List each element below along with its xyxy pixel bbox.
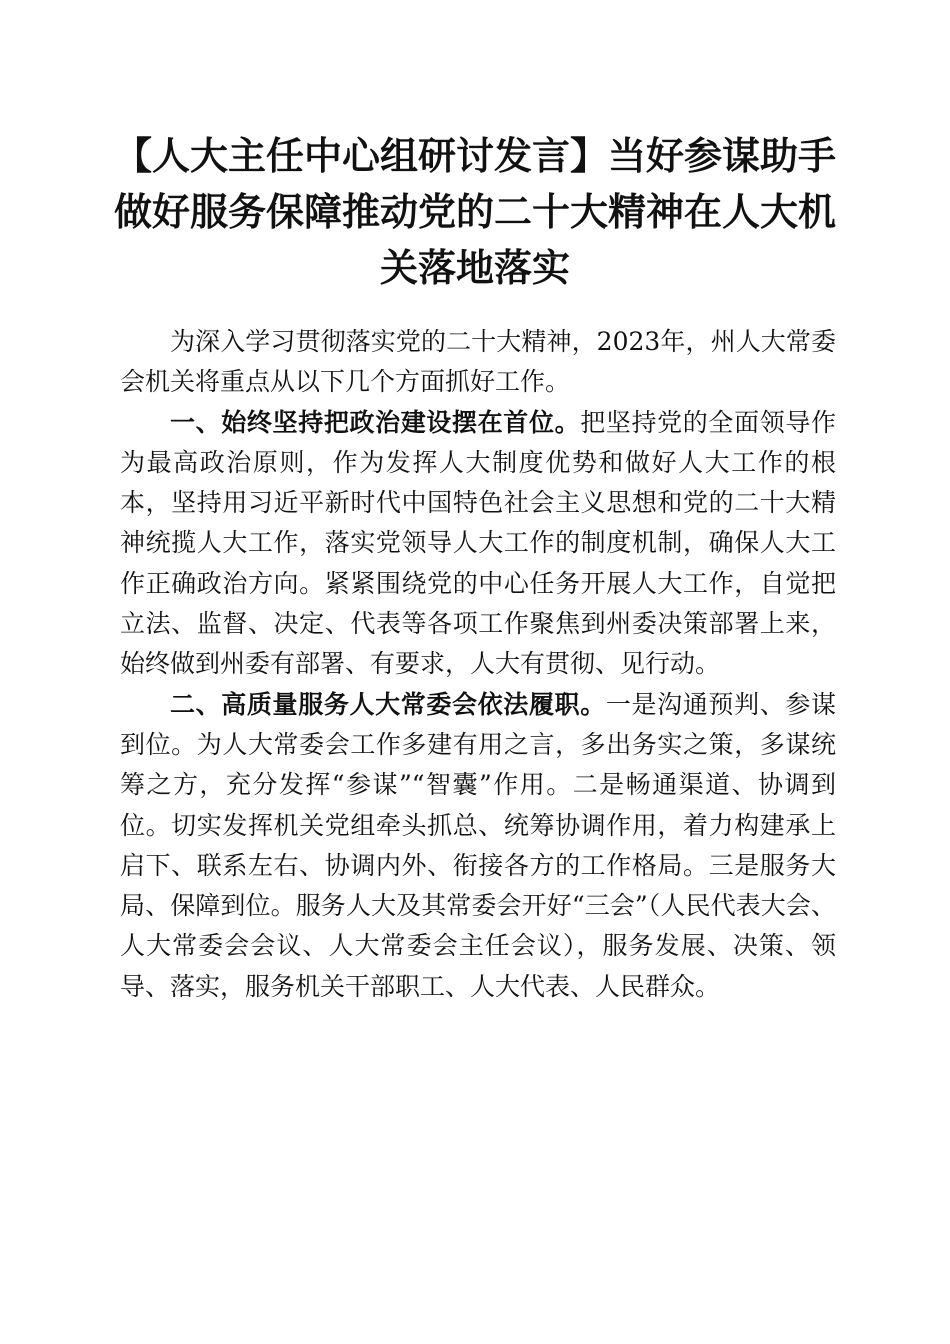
- paragraph-heading: 二、高质量服务人大常委会依法履职。: [170, 689, 606, 719]
- document-body: [120, 322, 836, 1007]
- paragraph-text: 为深入学习贯彻落实党的二十大精神，2023年，州人大常委会机关将重点从以下几个方面抓好工作。: [120, 327, 836, 397]
- document-title: 【人大主任中心组研讨发言】当好参谋助手做好服务保障推动党的二十大精神在人大机关落地落实: [113, 133, 836, 290]
- paragraph-intro: [120, 322, 836, 403]
- paragraph-text: 一是沟通预判、参谋到位。为人大常委会工作多建有用之言，多出务实之策，多谋统筹之方，充分发挥“参谋”“智囊”作用。二是畅通渠道、协调到位。切实发挥机关党组牵头抓总、统筹协调作用，着力构建承上启下、联系左右、协调内外、衔接各方的工作格局。三是服务大局、保障到位。服务人大及其常委会开好“三会”（人民代表大会、人大常委会会议、人大常委会主任会议），服务发展、决策、领导、落实，服务机关干部职工、人大代表、人民群众。: [120, 689, 836, 1001]
- paragraph-service-duties: [120, 685, 836, 1007]
- paragraph-political-building: [120, 403, 836, 685]
- paragraph-text: 把坚持党的全面领导作为最高政治原则，作为发挥人大制度优势和做好人大工作的根本，坚持用习近平新时代中国特色社会主义思想和党的二十大精神统揽人大工作，落实党领导人大工作的制度机制，确保人大工作正确政治方向。紧紧围绕党的中心任务开展人大工作，自觉把立法、监督、决定、代表等各项工作聚焦到州委决策部署上来，始终做到州委有部署、有要求，人大有贯彻、见行动。: [120, 407, 836, 679]
- paragraph-heading: 一、始终坚持把政治建设摆在首位。: [170, 407, 581, 437]
